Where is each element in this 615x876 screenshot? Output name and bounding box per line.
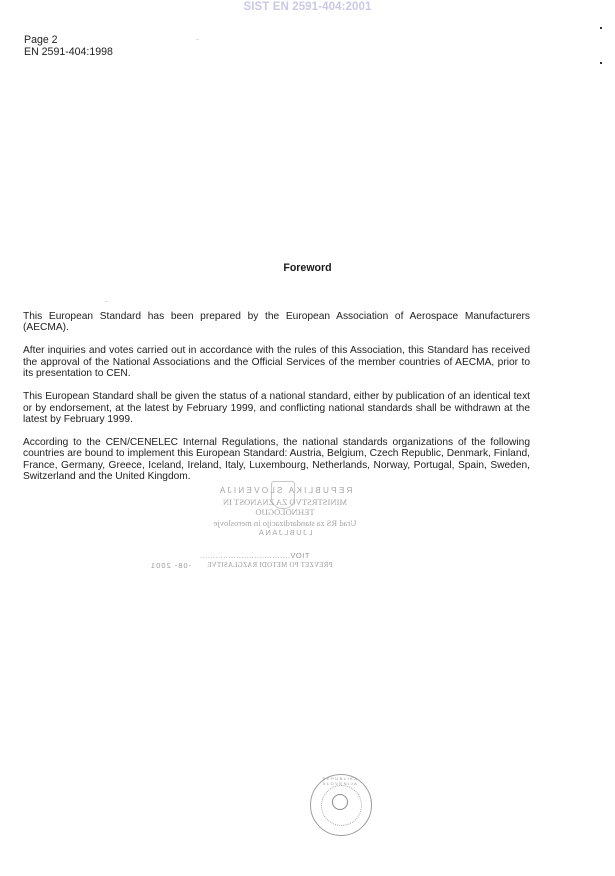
stamp-date: -08- 2001 <box>150 561 192 570</box>
page-number: Page 2 <box>24 34 58 46</box>
stamp-signature-line: PREVZET PO METODI RAZGLASITVE <box>207 562 333 569</box>
stamp-line: Urad RS za standardizacijo in meroslovje <box>213 517 357 528</box>
seal-ring-text: REPUBLIKA SLOVENIJA <box>322 776 359 786</box>
official-seal-icon <box>310 774 372 836</box>
foreword-body <box>23 311 530 494</box>
document-watermark: SIST EN 2591-404:2001 <box>243 1 372 13</box>
paragraph: This European Standard has been prepared by the European Association of Aerospace Manufacturers (AECMA). <box>23 311 530 334</box>
paragraph: According to the CEN/CENELEC Internal Regulations, the national standards organizations of the following countries are bound to implement this European Standard: Austria, Belgium, Czech Republic, Denmark, Finland, France, Germany, Greece, Iceland, Ireland, Italy, Luxembourg, Netherlands, Norway, Portugal, Spain, Sweden, Switzerland and the United Kingdom. <box>23 437 530 483</box>
seal-emblem-icon <box>332 794 348 810</box>
approval-stamp <box>195 486 375 539</box>
page-header <box>24 35 113 58</box>
stamp-dotted-line: ...................................VOIT <box>200 551 310 560</box>
stamp-line: LJUBLJANA <box>257 528 313 537</box>
stamp-line: REPUBLIKA SLOVENIJA <box>217 486 353 495</box>
paragraph: This European Standard shall be given the status of a national standard, either by publication of an identical text or by endorsement, at the latest by February 1999, and conflicting national standards shall be withdrawn at the latest by February 1999. <box>23 391 530 426</box>
section-title: Foreword <box>283 262 332 274</box>
scan-speck <box>600 27 602 29</box>
paragraph: After inquiries and votes carried out in accordance with the rules of this Association, this Standard has received the approval of the National Associations and the Official Services of the member countries of AECMA, prior to its presentation to CEN. <box>23 345 530 380</box>
scan-speck <box>105 301 108 302</box>
scan-speck <box>196 39 199 40</box>
stamp-line: MINISTRSTVO ZA ZNANOST IN TEHNOLOGIJO <box>222 496 348 517</box>
scan-speck <box>600 62 602 64</box>
standard-reference: EN 2591-404:1998 <box>24 45 113 58</box>
